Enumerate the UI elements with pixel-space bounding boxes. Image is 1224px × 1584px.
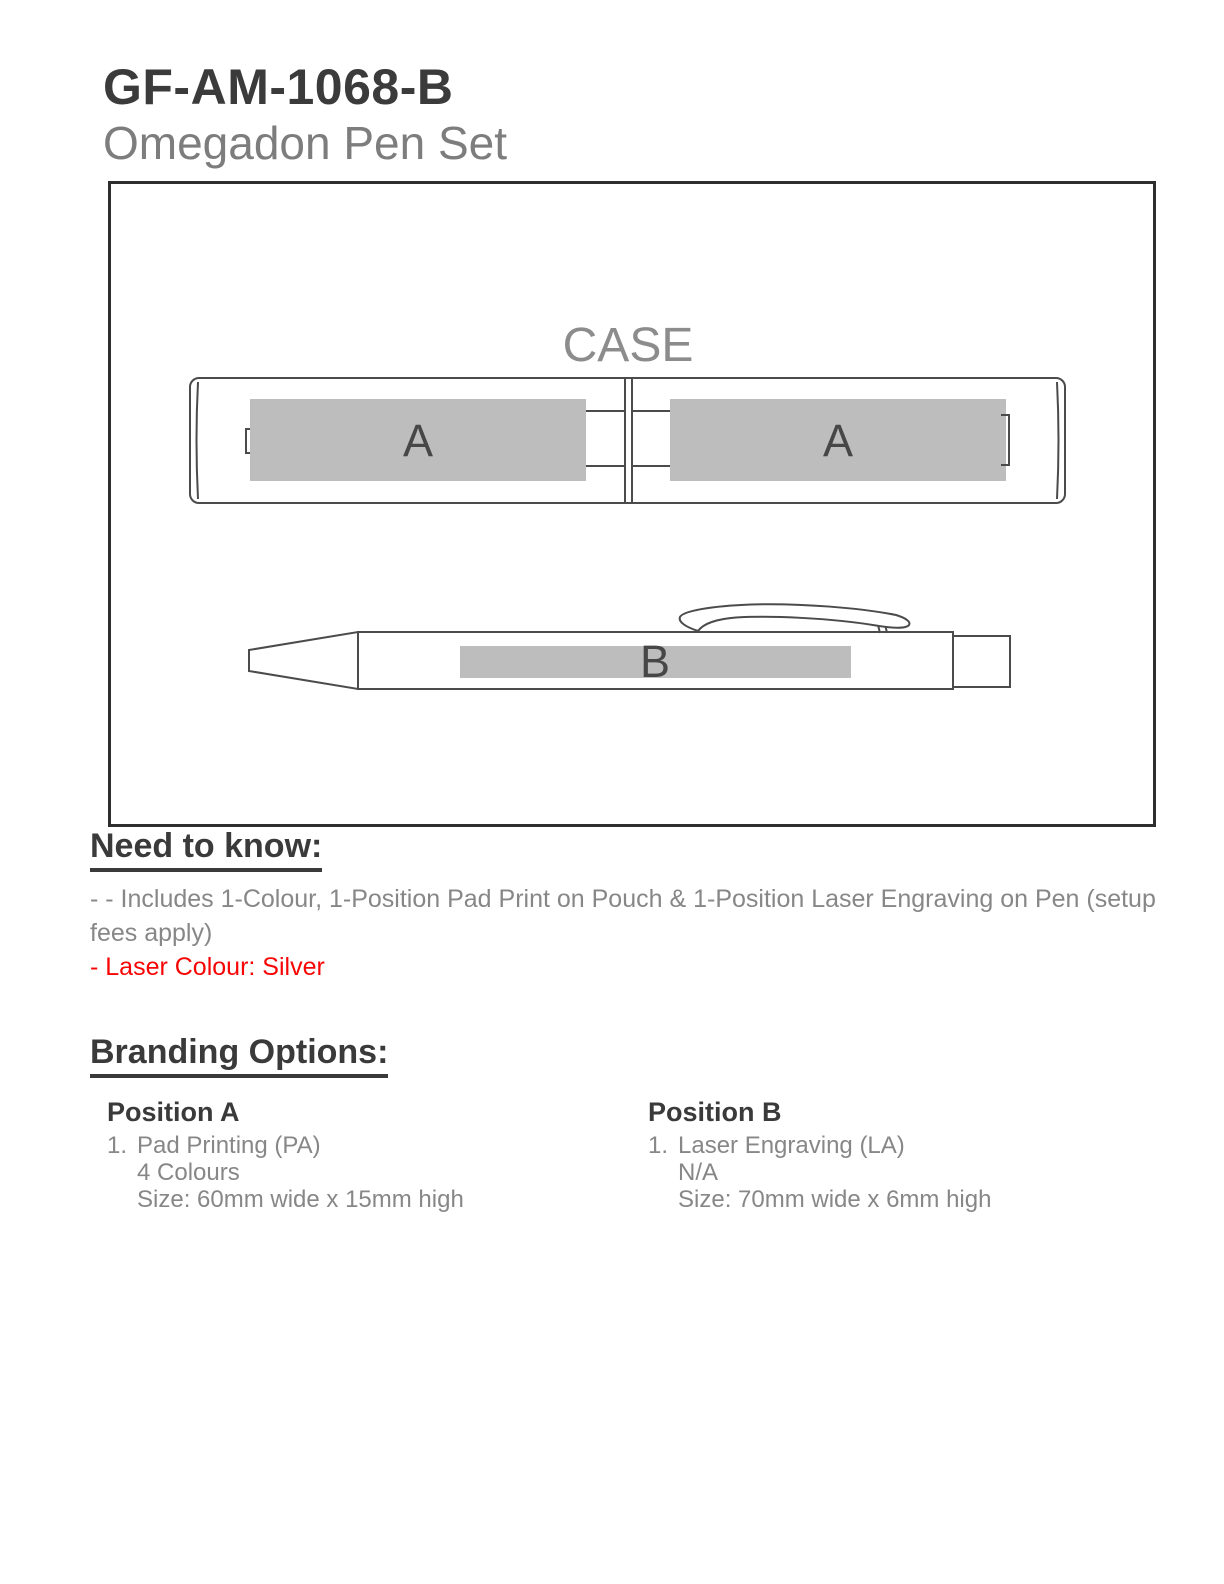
position-b-colours: N/A <box>678 1159 719 1186</box>
branding-column-position-b <box>648 1096 1168 1213</box>
position-b-method-number: 1. <box>648 1132 669 1159</box>
need-to-know-note: - - Includes 1-Colour, 1-Position Pad Print on Pouch & 1-Position Laser Engraving on Pen (setup fees apply) <box>90 885 1156 947</box>
laser-colour-note: - Laser Colour: Silver <box>90 953 325 981</box>
product-code-title: GF-AM-1068-B <box>103 59 454 115</box>
position-b-marker: B <box>639 636 671 687</box>
pen-drawing <box>249 604 1010 689</box>
position-a-size: Size: 60mm wide x 15mm high <box>137 1186 464 1213</box>
position-b-size: Size: 70mm wide x 6mm high <box>678 1186 992 1213</box>
need-to-know-heading: Need to know: <box>90 828 322 872</box>
position-a-method: Pad Printing (PA) <box>137 1132 321 1159</box>
branding-options-heading: Branding Options: <box>90 1034 388 1078</box>
pen-push-button <box>953 636 1010 687</box>
pen-tip <box>249 632 358 689</box>
need-to-know-body <box>90 882 1165 984</box>
position-b-method-row <box>648 1132 1168 1159</box>
position-a-title: Position A <box>107 1097 240 1127</box>
branding-diagram-figure <box>108 181 1156 827</box>
pen-clip <box>680 604 910 631</box>
branding-diagram-svg <box>111 184 1153 824</box>
case-diagram-label: CASE <box>562 319 694 372</box>
product-name-subtitle: Omegadon Pen Set <box>103 117 508 169</box>
position-a-marker-right: A <box>822 415 854 466</box>
branding-column-position-a <box>107 1096 627 1213</box>
position-a-method-row <box>107 1132 627 1159</box>
position-a-marker-left: A <box>402 415 434 466</box>
position-a-method-number: 1. <box>107 1132 128 1159</box>
position-b-title: Position B <box>648 1097 782 1127</box>
position-b-method: Laser Engraving (LA) <box>678 1132 905 1159</box>
position-a-colours: 4 Colours <box>137 1159 240 1186</box>
case-drawing <box>190 378 1065 503</box>
